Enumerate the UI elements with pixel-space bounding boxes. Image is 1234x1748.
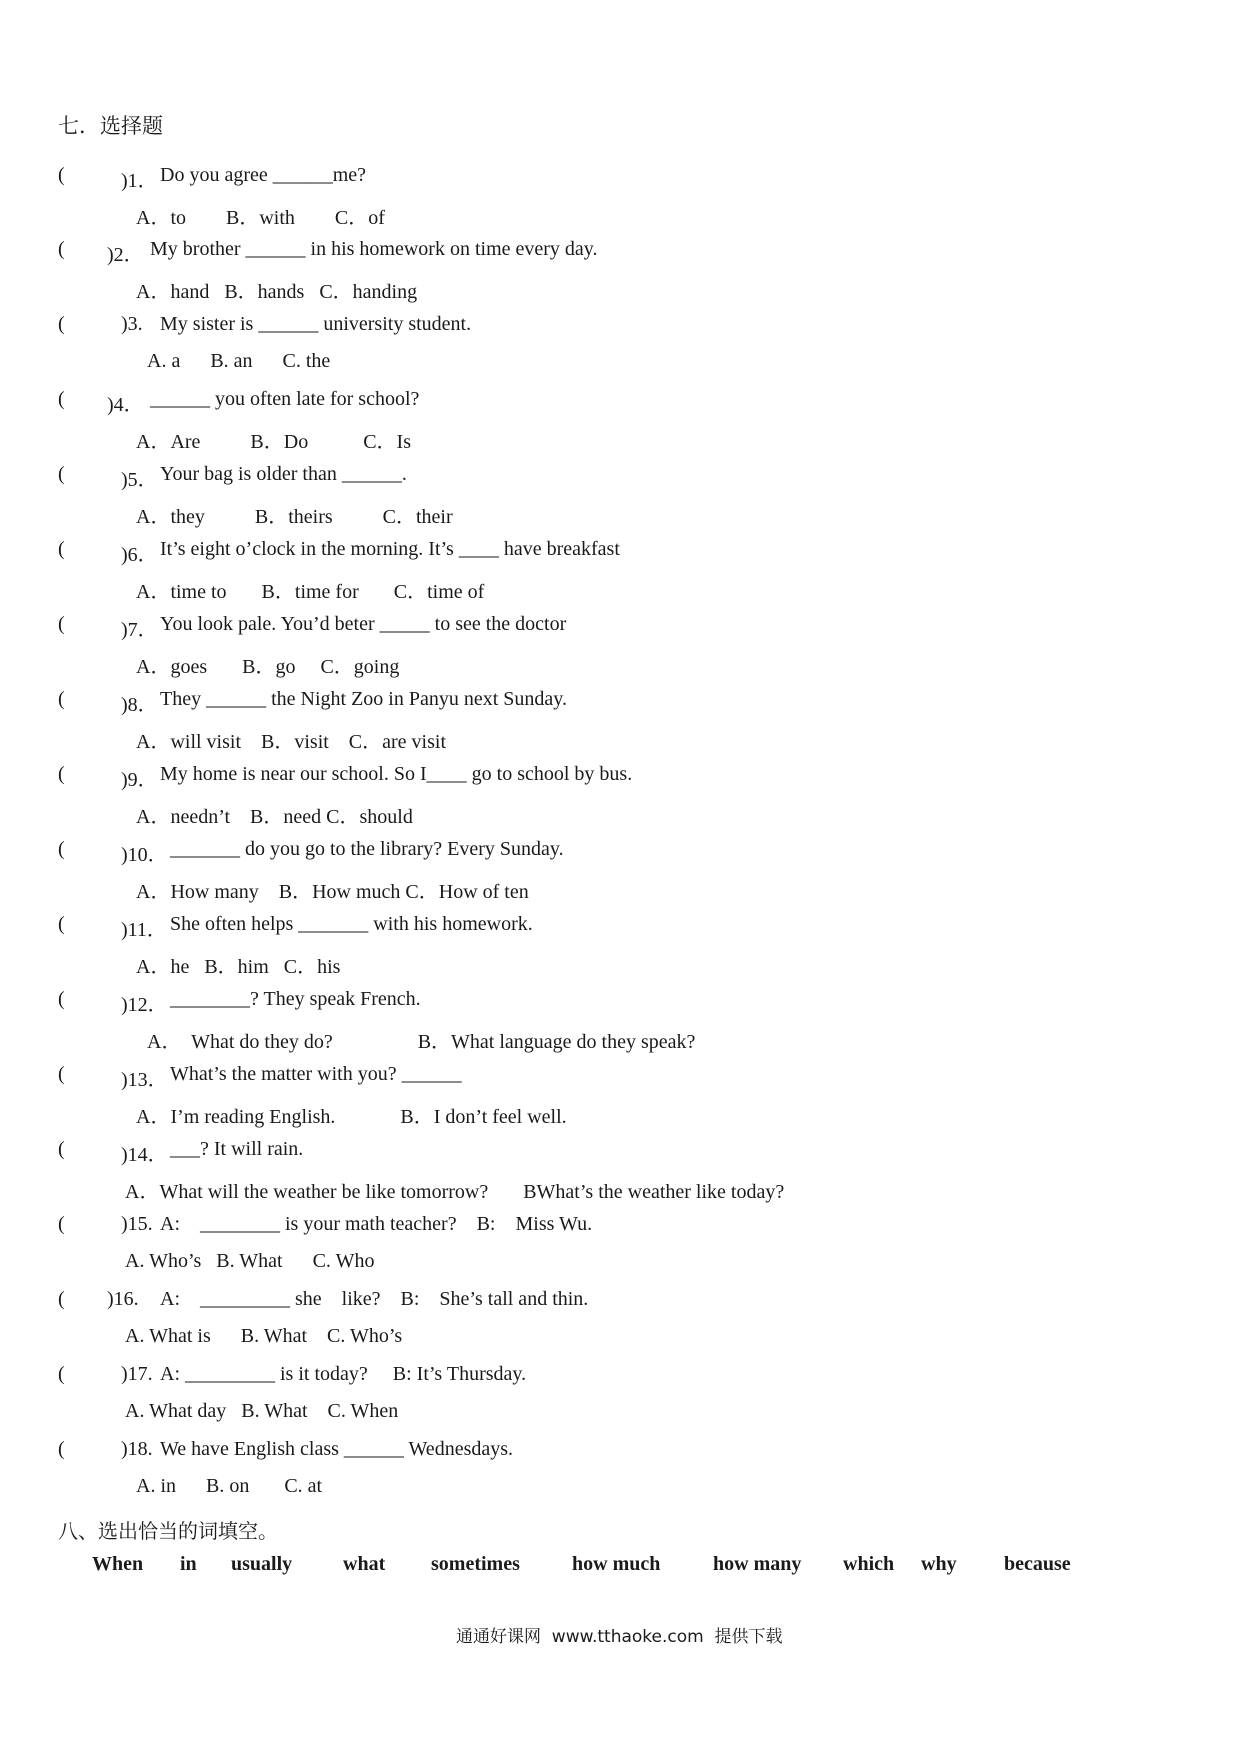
question-number: )18. [121, 1438, 153, 1460]
answer-paren-open: ( [58, 238, 65, 260]
answer-paren-open: ( [58, 313, 65, 335]
question-options: A．time to B．time for C．time of [136, 581, 485, 603]
question-stem: ________? They speak French. [170, 988, 421, 1010]
question-number: )12． [121, 994, 168, 1016]
answer-paren-open: ( [58, 538, 65, 560]
question-number: )7． [121, 619, 158, 641]
question-stem: _______ do you go to the library? Every Sunday. [170, 838, 564, 860]
answer-paren-open: ( [58, 688, 65, 710]
question-number: )11． [121, 919, 167, 941]
answer-paren-open: ( [58, 1063, 65, 1085]
question-options: A. a B. an C. the [147, 350, 331, 372]
question-stem: My sister is ______ university student. [160, 313, 472, 335]
word-bank-word: usually [231, 1553, 293, 1575]
footer-text: 通通好课网 www.tthaoke.com 提供下载 [456, 1627, 783, 1647]
answer-paren-open: ( [58, 388, 65, 410]
question-number: )16. [107, 1288, 139, 1310]
question-options: A. Who’s B. What C. Who [125, 1250, 375, 1272]
question-number: )4． [107, 394, 144, 416]
question-number: )1． [121, 170, 158, 192]
section-8-title: 八、选出恰当的词填空。 [58, 1519, 278, 1543]
question-number: )17. [121, 1363, 153, 1385]
question-options: A．How many B．How much C．How of ten [136, 881, 529, 903]
question-options: A．to B．with C．of [136, 207, 385, 229]
question-options: A．needn’t B．need C．should [136, 806, 413, 828]
question-options: A．Are B．Do C．Is [136, 431, 411, 453]
word-bank-word: how many [713, 1553, 802, 1575]
question-stem: A: _________ she like? B: She’s tall and thin. [160, 1288, 589, 1310]
question-options: A．will visit B．visit C．are visit [136, 731, 447, 753]
question-number: )9． [121, 769, 158, 791]
question-stem: What’s the matter with you? ______ [170, 1063, 462, 1085]
question-options: A．they B．theirs C．their [136, 506, 453, 528]
question-number: )2． [107, 244, 144, 266]
answer-paren-open: ( [58, 913, 65, 935]
answer-paren-open: ( [58, 164, 65, 186]
question-stem: A: _________ is it today? B: It’s Thursday. [160, 1363, 527, 1385]
question-stem: They ______ the Night Zoo in Panyu next Sunday. [160, 688, 567, 710]
question-number: )15. [121, 1213, 153, 1235]
answer-paren-open: ( [58, 1438, 65, 1460]
word-bank-word: in [180, 1553, 197, 1575]
word-bank-word: sometimes [431, 1553, 520, 1575]
answer-paren-open: ( [58, 613, 65, 635]
question-options: A．he B．him C．his [136, 956, 341, 978]
question-options: A． What do they do? B．What language do they speak? [147, 1031, 696, 1053]
question-options: A. in B. on C. at [136, 1475, 323, 1497]
question-stem: She often helps _______ with his homework. [170, 913, 533, 935]
question-stem: You look pale. You’d beter _____ to see the doctor [160, 613, 567, 635]
word-bank-word: why [921, 1553, 957, 1575]
word-bank-word: how much [572, 1553, 661, 1575]
word-bank-word: which [843, 1553, 895, 1575]
section-7-title: 七．选择题 [58, 114, 163, 138]
question-options: A．goes B．go C．going [136, 656, 400, 678]
answer-paren-open: ( [58, 988, 65, 1010]
question-number: )14． [121, 1144, 168, 1166]
answer-paren-open: ( [58, 838, 65, 860]
question-stem: My brother ______ in his homework on time every day. [150, 238, 598, 260]
question-stem: We have English class ______ Wednesdays. [160, 1438, 514, 1460]
question-stem: Do you agree ______me? [160, 164, 367, 186]
question-stem: ______ you often late for school? [150, 388, 420, 410]
question-number: )8． [121, 694, 158, 716]
question-stem: My home is near our school. So I____ go to school by bus. [160, 763, 633, 785]
question-options: A. What is B. What C. Who’s [125, 1325, 403, 1347]
question-stem: ___? It will rain. [170, 1138, 304, 1160]
answer-paren-open: ( [58, 1138, 65, 1160]
word-bank-word: When [92, 1553, 144, 1575]
answer-paren-open: ( [58, 763, 65, 785]
question-options: A．hand B．hands C．handing [136, 281, 418, 303]
question-number: )6． [121, 544, 158, 566]
question-number: )5． [121, 469, 158, 491]
answer-paren-open: ( [58, 463, 65, 485]
question-stem: It’s eight o’clock in the morning. It’s ____ have breakfast [160, 538, 620, 560]
word-bank-word: what [343, 1553, 386, 1575]
answer-paren-open: ( [58, 1363, 65, 1385]
question-options: A．What will the weather be like tomorrow? BWhat’s the weather like today? [125, 1181, 785, 1203]
question-number: )3. [121, 313, 143, 335]
answer-paren-open: ( [58, 1288, 65, 1310]
question-number: )10． [121, 844, 168, 866]
question-options: A. What day B. What C. When [125, 1400, 399, 1422]
question-stem: A: ________ is your math teacher? B: Miss Wu. [160, 1213, 593, 1235]
question-stem: Your bag is older than ______. [160, 463, 407, 485]
question-number: )13． [121, 1069, 168, 1091]
word-bank-word: because [1004, 1553, 1071, 1575]
answer-paren-open: ( [58, 1213, 65, 1235]
question-options: A．I’m reading English. B．I don’t feel well. [136, 1106, 567, 1128]
